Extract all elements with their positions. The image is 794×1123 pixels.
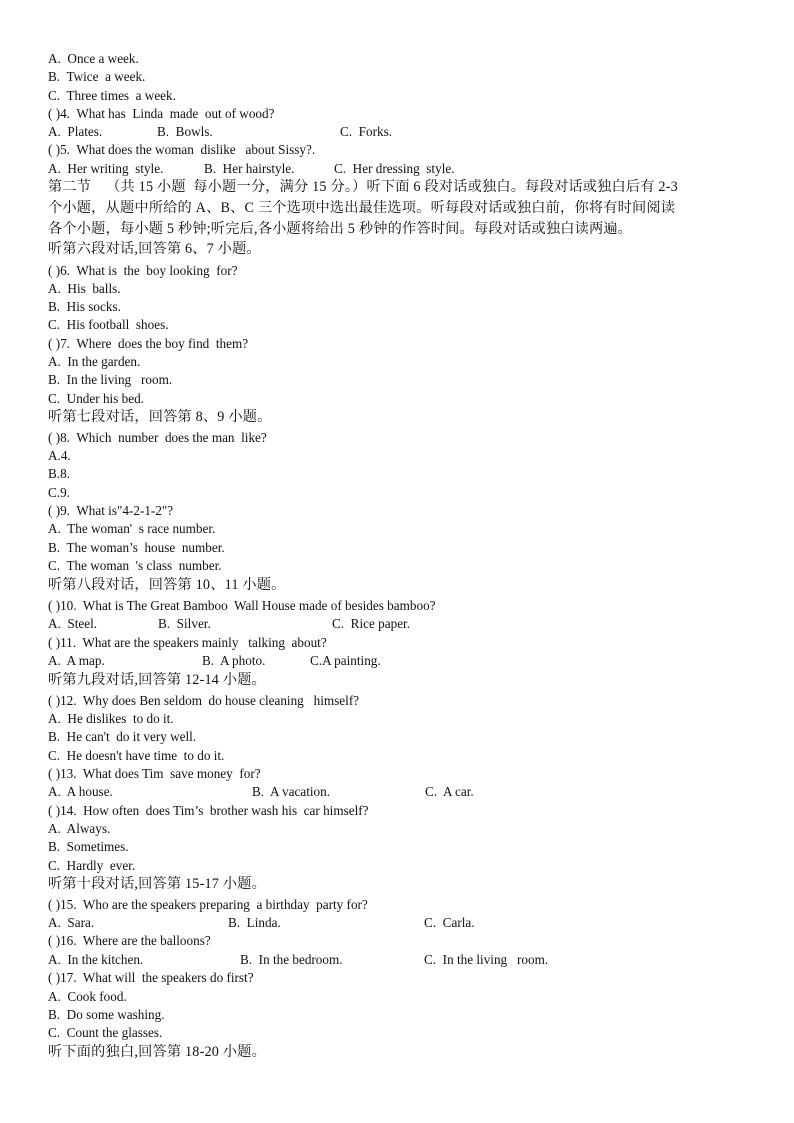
question-8: ( )8. Which number does the man like? bbox=[48, 430, 267, 445]
question-17: ( )17. What will the speakers do first? bbox=[48, 970, 254, 985]
q10-options bbox=[48, 615, 411, 633]
q13-option-b: B. A vacation. bbox=[252, 784, 331, 799]
q14-option-c: C. Hardly ever. bbox=[48, 858, 136, 873]
q11-options bbox=[48, 652, 381, 670]
dialogue-10-heading: 听第十段对话,回答第 15-17 小题。 bbox=[48, 876, 266, 892]
section2-instructions-line3: 各个小题，每小题 5 秒钟;听完后,各小题将给出 5 秒钟的作答时间。每段对话或独白读两遍。 bbox=[48, 221, 633, 237]
q7-option-b: B. In the living room. bbox=[48, 372, 173, 387]
q5-option-c: C. Her dressing style. bbox=[334, 161, 455, 176]
q13-options bbox=[48, 783, 474, 801]
q5-option-a: A. Her writing style. bbox=[48, 161, 164, 176]
q5-options bbox=[48, 160, 455, 178]
q4-option-b: B. Bowls. bbox=[157, 124, 213, 139]
q14-option-b: B. Sometimes. bbox=[48, 839, 129, 854]
q8-option-a: A.4. bbox=[48, 448, 71, 463]
question-7: ( )7. Where does the boy find them? bbox=[48, 336, 249, 351]
q17-option-c: C. Count the glasses. bbox=[48, 1025, 163, 1040]
question-9: ( )9. What is"4-2-1-2"? bbox=[48, 503, 174, 518]
question-5: ( )5. What does the woman dislike about Sissy?. bbox=[48, 142, 316, 157]
q7-option-a: A. In the garden. bbox=[48, 354, 141, 369]
q16-options bbox=[48, 951, 549, 969]
q12-option-c: C. He doesn't have time to do it. bbox=[48, 748, 225, 763]
q9-option-c: C. The woman 's class number. bbox=[48, 558, 222, 573]
question-11: ( )11. What are the speakers mainly talking about? bbox=[48, 635, 327, 650]
q13-option-a: A. A house. bbox=[48, 784, 113, 799]
q11-option-c: C.A painting. bbox=[310, 653, 381, 668]
q16-option-a: A. In the kitchen. bbox=[48, 952, 144, 967]
q11-option-b: B. A photo. bbox=[202, 653, 266, 668]
question-6: ( )6. What is the boy looking for? bbox=[48, 263, 238, 278]
q15-option-c: C. Carla. bbox=[424, 915, 475, 930]
q8-option-c: C.9. bbox=[48, 485, 70, 500]
q4-option-c: C. Forks. bbox=[340, 124, 393, 139]
q3-option-b: B. Twice a week. bbox=[48, 69, 146, 84]
q9-option-b: B. The woman’s house number. bbox=[48, 540, 225, 555]
q12-option-b: B. He can't do it very well. bbox=[48, 729, 197, 744]
monologue-heading: 听下面的独白,回答第 18-20 小题。 bbox=[48, 1044, 266, 1060]
dialogue-7-heading: 听第七段对话，回答第 8、9 小题。 bbox=[48, 409, 272, 425]
q4-options bbox=[48, 123, 393, 141]
q12-option-a: A. He dislikes to do it. bbox=[48, 711, 174, 726]
q3-option-a: A. Once a week. bbox=[48, 51, 139, 66]
question-16: ( )16. Where are the balloons? bbox=[48, 933, 211, 948]
dialogue-6-heading: 听第六段对话,回答第 6、7 小题。 bbox=[48, 241, 261, 257]
q14-option-a: A. Always. bbox=[48, 821, 111, 836]
q16-option-c: C. In the living room. bbox=[424, 952, 549, 967]
q15-options bbox=[48, 914, 475, 932]
q4-option-a: A. Plates. bbox=[48, 124, 103, 139]
q8-option-b: B.8. bbox=[48, 466, 70, 481]
question-10: ( )10. What is The Great Bamboo Wall House made of besides bamboo? bbox=[48, 598, 436, 613]
question-4: ( )4. What has Linda made out of wood? bbox=[48, 106, 275, 121]
q17-option-a: A. Cook food. bbox=[48, 989, 127, 1004]
q9-option-a: A. The woman' s race number. bbox=[48, 521, 216, 536]
question-13: ( )13. What does Tim save money for? bbox=[48, 766, 261, 781]
question-15: ( )15. Who are the speakers preparing a birthday party for? bbox=[48, 897, 368, 912]
q15-option-a: A. Sara. bbox=[48, 915, 95, 930]
q16-option-b: B. In the bedroom. bbox=[240, 952, 343, 967]
q7-option-c: C. Under his bed. bbox=[48, 391, 144, 406]
question-14: ( )14. How often does Tim’s brother wash his car himself? bbox=[48, 803, 369, 818]
q6-option-a: A. His balls. bbox=[48, 281, 121, 296]
q6-option-b: B. His socks. bbox=[48, 299, 121, 314]
q10-option-b: B. Silver. bbox=[158, 616, 211, 631]
dialogue-9-heading: 听第九段对话,回答第 12-14 小题。 bbox=[48, 672, 266, 688]
q10-option-a: A. Steel. bbox=[48, 616, 98, 631]
q17-option-b: B. Do some washing. bbox=[48, 1007, 165, 1022]
q15-option-b: B. Linda. bbox=[228, 915, 281, 930]
section2-instructions-line1: 第二节 （共 15 小题 每小题一分，满分 15 分。）听下面 6 段对话或独白。每段对话或独白后有 2-3 bbox=[48, 179, 678, 195]
section2-instructions-line2: 个小题，从题中所给的 A、B、C 三个选项中选出最佳选项。听每段对话或独白前，你将有时间阅读 bbox=[48, 200, 676, 216]
q10-option-c: C. Rice paper. bbox=[332, 616, 411, 631]
q6-option-c: C. His football shoes. bbox=[48, 317, 169, 332]
q11-option-a: A. A map. bbox=[48, 653, 105, 668]
q13-option-c: C. A car. bbox=[425, 784, 474, 799]
q5-option-b: B. Her hairstyle. bbox=[204, 161, 295, 176]
q3-option-c: C. Three times a week. bbox=[48, 88, 176, 103]
question-12: ( )12. Why does Ben seldom do house cleaning himself? bbox=[48, 693, 360, 708]
dialogue-8-heading: 听第八段对话，回答第 10、11 小题。 bbox=[48, 577, 286, 593]
